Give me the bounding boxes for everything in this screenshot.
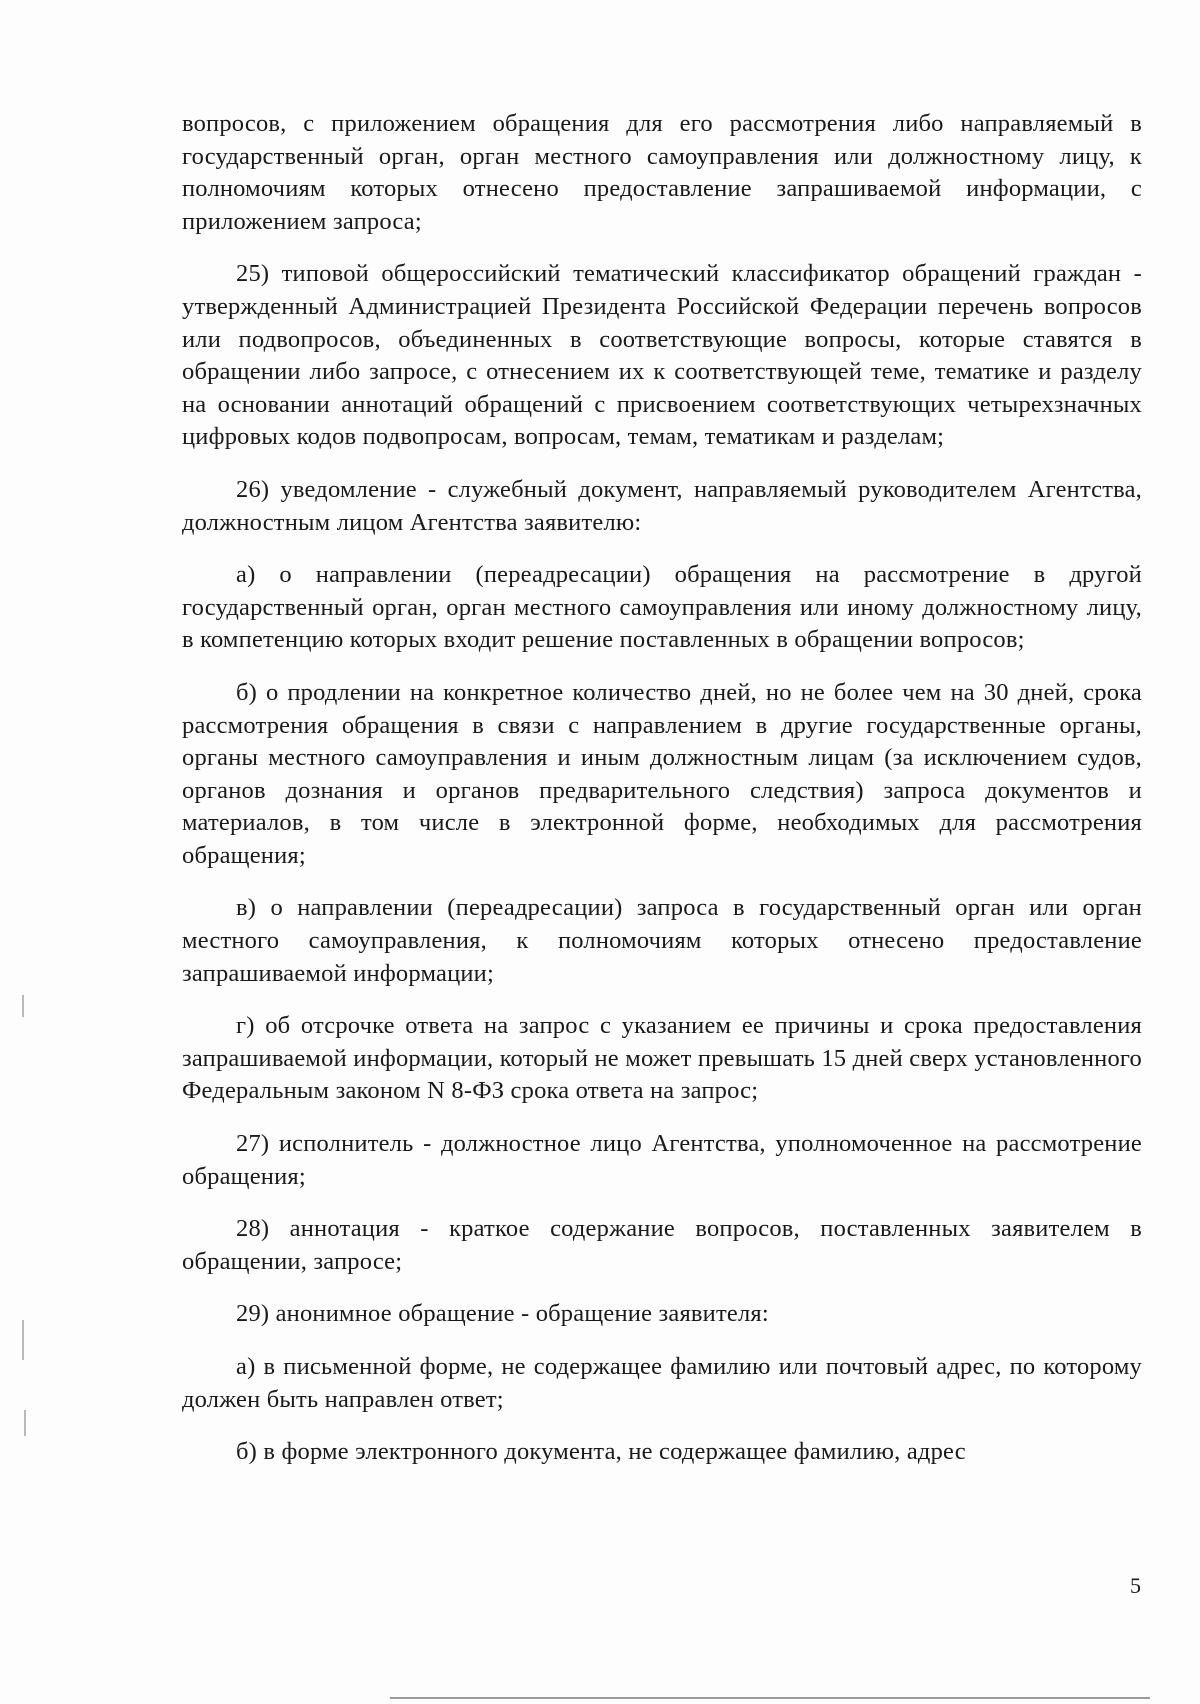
scan-artifact-mark bbox=[22, 995, 24, 1017]
paragraph-item-27: 27) исполнитель - должностное лицо Агентства, уполномоченное на рассмотрение обращения; bbox=[182, 1130, 1142, 1190]
scan-artifact-mark bbox=[22, 1320, 24, 1360]
paragraph-item-29-b: б) в форме электронного документа, не содержащее фамилию, адрес bbox=[236, 1438, 966, 1466]
paragraph-item-29: 29) анонимное обращение - обращение заявителя: bbox=[236, 1300, 769, 1328]
paragraph-item-29-a: а) в письменной форме, не содержащее фамилию или почтовый адрес, по которому должен быть направлен ответ; bbox=[182, 1353, 1142, 1413]
paragraph-item-25: 25) типовой общероссийский тематический классификатор обращений граждан - утвержденный Администрацией Президента Российской Федерации перечень вопросов или подвопросов, объединенных в соответствующие вопросы, которые ставятся в обращении либо запросе, с отнесением их к соответствующей теме, тематике и разделу на основании аннотаций обращений с присвоением соответствующих четырехзначных цифровых кодов подвопросам, вопросам, темам, тематикам и разделам; bbox=[182, 260, 1142, 451]
paragraph-item-26-a: а) о направлении (переадресации) обращения на рассмотрение в другой государственный орган, орган местного самоуправления или иному должностному лицу, в компетенцию которых входит решение поставленных в обращении вопросов; bbox=[182, 561, 1142, 654]
paragraph-item-26: 26) уведомление - служебный документ, направляемый руководителем Агентства, должностным лицом Агентства заявителю: bbox=[182, 475, 1142, 536]
document-body bbox=[182, 108, 1142, 1489]
paragraph-item-26-b: б) о продлении на конкретное количество дней, но не более чем на 30 дней, срока рассмотрения обращения в связи с направлением в другие государственные органы, органы местного самоуправления и иным должностным лицам (за исключением судов, органов дознания и органов предварительного следствия) запроса документов и материалов, в том числе в электронной форме, необходимых для рассмотрения обращения; bbox=[182, 678, 1142, 869]
paragraph-item-26-g: г) об отсрочке ответа на запрос с указанием ее причины и срока предоставления запрашиваемой информации, который не может превышать 15 дней сверх установленного Федеральным законом N 8-ФЗ срока ответа на запрос; bbox=[182, 1012, 1142, 1105]
page-number: 5 bbox=[1130, 1573, 1141, 1598]
paragraph-item-28: 28) аннотация - краткое содержание вопросов, поставленных заявителем в обращении, запросе; bbox=[182, 1215, 1142, 1275]
paragraph-item-26-v: в) о направлении (переадресации) запроса в государственный орган или орган местного самоуправления, к полномочиям которых отнесено предоставление запрашиваемой информации; bbox=[182, 894, 1142, 987]
bottom-edge-rule bbox=[390, 1697, 1150, 1699]
paragraph-continuation: вопросов, с приложением обращения для его рассмотрения либо направляемый в государственный орган, орган местного самоуправления или должностному лицу, к полномочиям которых отнесено предоставление запрашиваемой информации, с приложением запроса; bbox=[182, 110, 1142, 235]
scan-artifact-mark bbox=[24, 1410, 26, 1436]
